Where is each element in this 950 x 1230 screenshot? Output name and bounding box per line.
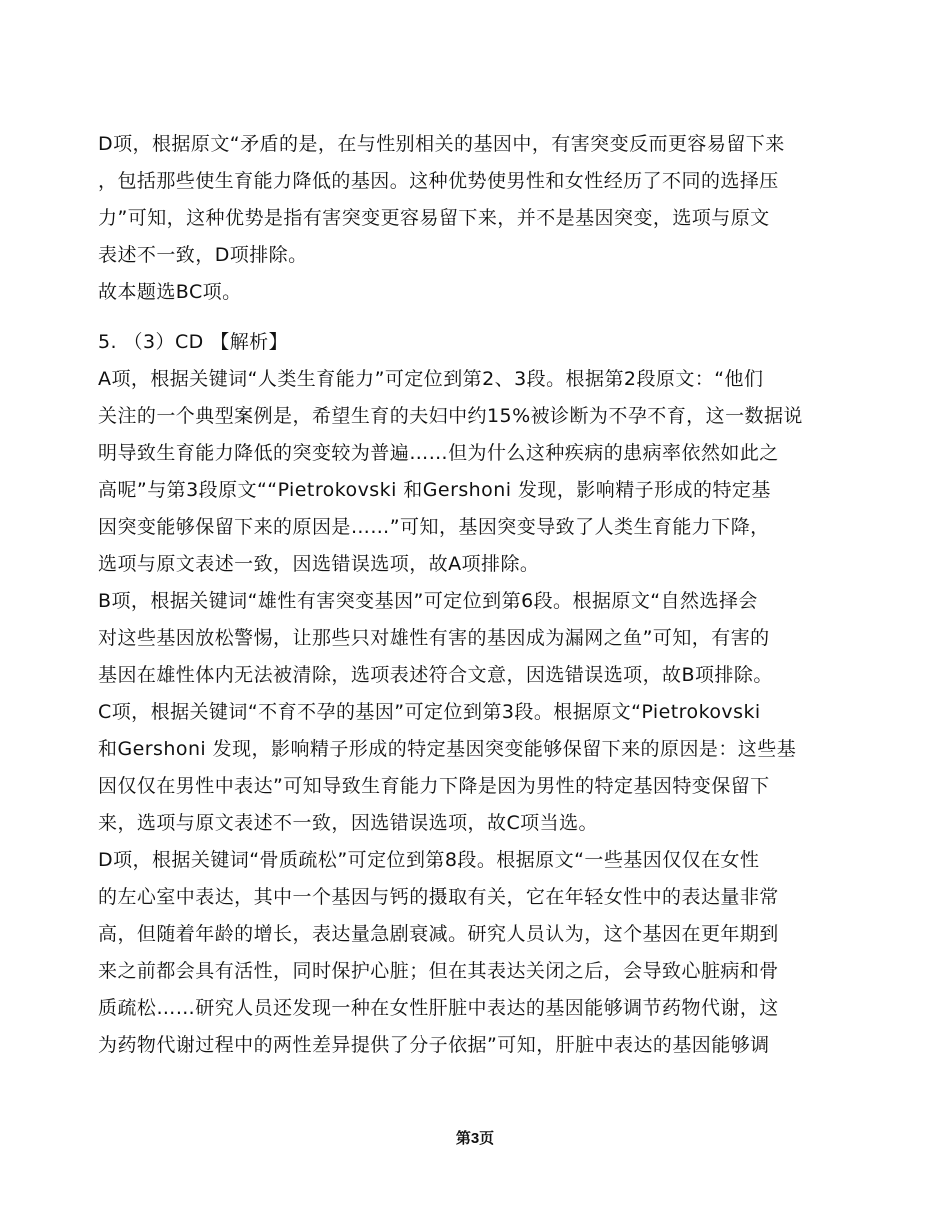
text-line: 来，选项与原文表述不一致，因选错误选项，故C项当选。	[98, 812, 598, 834]
text-line: 关注的一个典型案例是，希望生育的夫妇中约15%被诊断为不孕不育，这一数据说	[98, 405, 803, 427]
text-line: 表述不一致，D项排除。	[98, 244, 308, 266]
paragraph-gap	[98, 311, 878, 324]
text-line: 对这些基因放松警惕，让那些只对雄性有害的基因成为漏网之鱼”可知，有害的	[98, 627, 770, 649]
page-number: 第3页	[455, 1130, 495, 1147]
text-line: 和Gershoni 发现，影响精子形成的特定基因突变能够保留下来的原因是：这些基	[98, 738, 797, 760]
text-line: 来之前都会具有活性，同时保护心脏；但在其表达关闭之后，会导致心脏病和骨	[98, 960, 779, 982]
text-line: ，包括那些使生育能力降低的基因。这种优势使男性和女性经历了不同的选择压	[98, 170, 779, 192]
text-line: B项，根据关键词“雄性有害突变基因”可定位到第6段。根据原文“自然选择会	[98, 590, 758, 612]
text-line: C项，根据关键词“不育不孕的基因”可定位到第3段。根据原文“Pietrokovski	[98, 701, 761, 723]
text-line: 因仅仅在男性中表达”可知导致生育能力下降是因为男性的特定基因特变保留下	[98, 775, 770, 797]
text-line: 因突变能够保留下来的原因是……”可知，基因突变导致了人类生育能力下降，	[98, 516, 770, 538]
text-line: 明导致生育能力降低的突变较为普遍……但为什么这种疾病的患病率依然如此之	[98, 442, 779, 464]
text-line: 故本题选BC项。	[98, 281, 242, 303]
text-line: D项，根据原文“矛盾的是，在与性别相关的基因中，有害突变反而更容易留下来	[98, 133, 785, 155]
section-heading: 5. （3）CD 【解析】	[98, 331, 289, 353]
text-line: 基因在雄性体内无法被清除，选项表述符合文意，因选错误选项，故B项排除。	[98, 664, 773, 686]
document-body	[98, 126, 878, 1064]
text-line: 选项与原文表述一致，因选错误选项，故A项排除。	[98, 553, 540, 575]
text-line: 质疏松……研究人员还发现一种在女性肝脏中表达的基因能够调节药物代谢，这	[98, 997, 779, 1019]
text-line: A项，根据关键词“人类生育能力”可定位到第2、3段。根据第2段原文：“他们	[98, 368, 764, 390]
text-line: 的左心室中表达，其中一个基因与钙的摄取有关，它在年轻女性中的表达量非常	[98, 886, 779, 908]
text-line: 力”可知，这种优势是指有害突变更容易留下来，并不是基因突变，选项与原文	[98, 207, 770, 229]
text-line: 为药物代谢过程中的两性差异提供了分子依据”可知，肝脏中表达的基因能够调	[98, 1034, 770, 1056]
text-line: 高呢”与第3段原文““Pietrokovski 和Gershoni 发现，影响精子形成的特定基	[98, 479, 771, 501]
text-line: D项，根据关键词“骨质疏松”可定位到第8段。根据原文“一些基因仅仅在女性	[98, 849, 760, 871]
text-line: 高，但随着年龄的增长，表达量急剧衰减。研究人员认为，这个基因在更年期到	[98, 923, 779, 945]
